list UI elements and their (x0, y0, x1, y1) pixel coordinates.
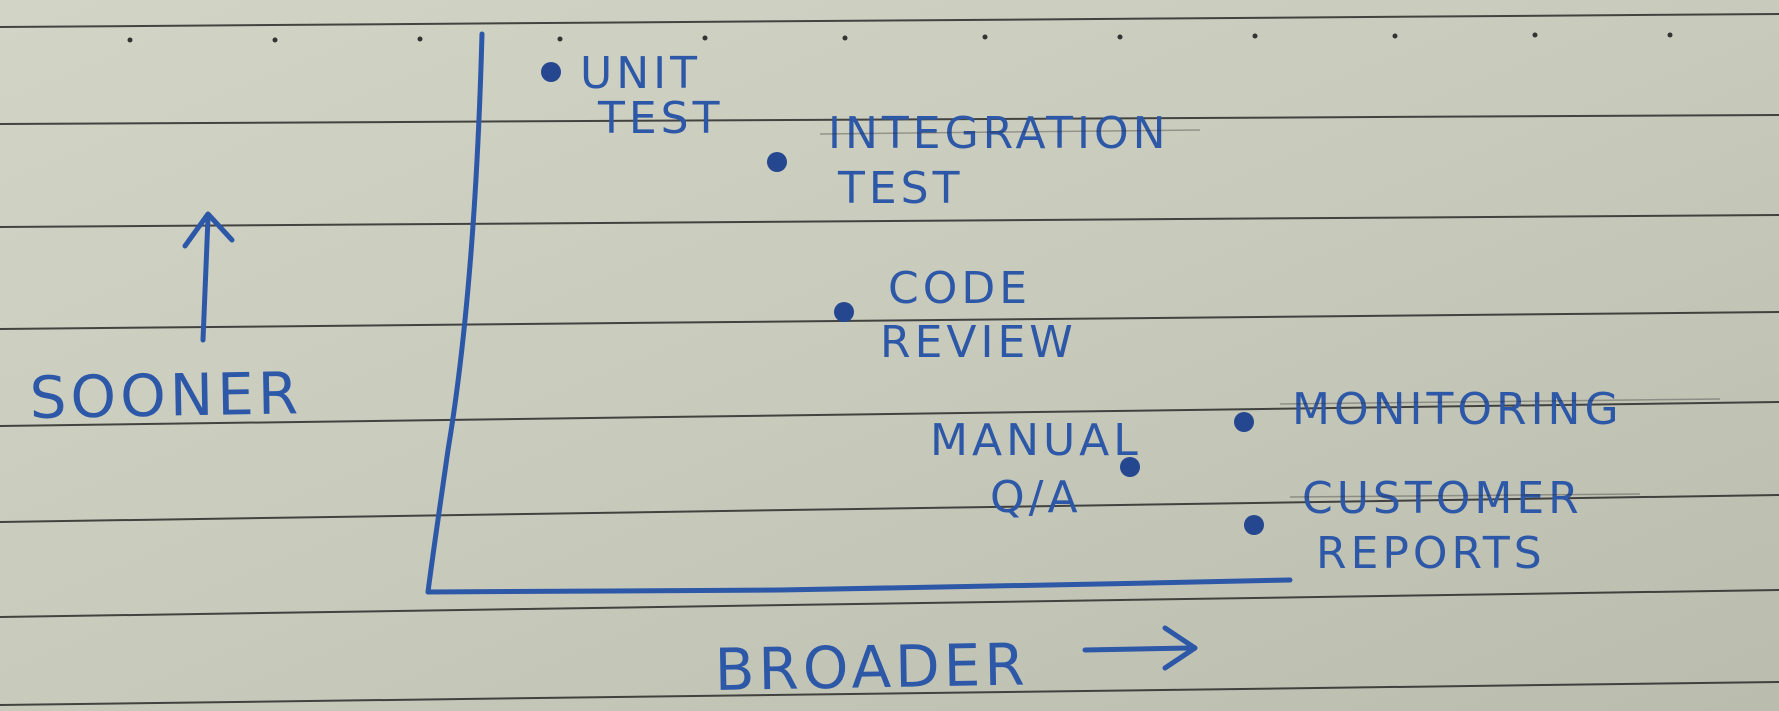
customer-reports-label-line-1: CUSTOMER (1302, 473, 1583, 524)
customer-reports-point (1244, 515, 1264, 535)
monitoring-point (1234, 412, 1254, 432)
right-arrow-shaft (1085, 648, 1190, 650)
unit-test-point (541, 62, 561, 82)
x-axis-label: BROADER (714, 630, 1030, 704)
manual-qa-label-line-2: Q/A (990, 472, 1082, 523)
unit-test-label-line-1: UNIT (580, 48, 701, 99)
y-axis-label: SOONER (29, 359, 303, 432)
integration-test-point (767, 152, 787, 172)
unit-test-label-line-2: TEST (598, 93, 724, 144)
integration-test-label-line-1: INTEGRATION (828, 108, 1170, 159)
integration-test-label-line-2: TEST (838, 163, 964, 214)
code-review-label-line-1: CODE (888, 263, 1032, 314)
code-review-label-line-2: REVIEW (880, 317, 1077, 368)
manual-qa-label-line-1: MANUAL (930, 415, 1142, 466)
code-review-point (834, 302, 854, 322)
customer-reports-label-line-2: REPORTS (1316, 528, 1546, 579)
monitoring-label-line-1: MONITORING (1292, 384, 1623, 435)
